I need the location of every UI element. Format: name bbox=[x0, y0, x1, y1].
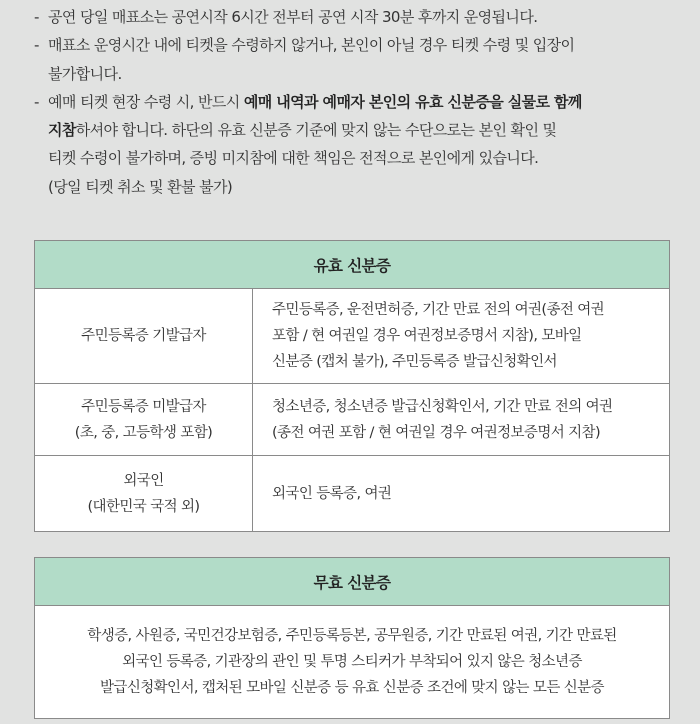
notice-line bbox=[48, 60, 574, 88]
id-accepted-list bbox=[253, 289, 670, 384]
accepted-line: 신분증 (캡처 불가), 주민등록증 발급신청확인서 bbox=[272, 354, 557, 370]
invalid-line: 학생증, 사원증, 국민건강보험증, 주민등록등본, 공무원증, 기간 만료된 여권, 기간 만료된 bbox=[87, 628, 617, 644]
notice-text: 공연 당일 매표소는 공연시작 6시간 전부터 공연 시작 30분 후까지 운영됩니다. bbox=[48, 8, 538, 26]
notice-line bbox=[48, 173, 582, 201]
notice-item bbox=[34, 31, 674, 88]
category-line: 외국인 bbox=[123, 472, 164, 489]
invalid-id-title: 무효 신분증 bbox=[35, 558, 670, 606]
bullet-dash: - bbox=[34, 92, 39, 111]
notice-line bbox=[48, 116, 582, 144]
id-accepted-list bbox=[253, 456, 670, 532]
category-line: 주민등록증 기발급자 bbox=[81, 328, 206, 344]
id-category bbox=[35, 289, 253, 384]
notice-item bbox=[34, 3, 674, 31]
accepted-line: 주민등록증, 운전면허증, 기간 만료 전의 여권(종전 여권 bbox=[272, 302, 605, 318]
notice-line bbox=[48, 31, 574, 59]
invalid-line: 발급신청확인서, 캡처된 모바일 신분증 등 유효 신분증 조건에 맞지 않는 모든 신분증 bbox=[100, 680, 604, 696]
accepted-line: 청소년증, 청소년증 발급신청확인서, 기간 만료 전의 여권 bbox=[272, 398, 613, 415]
invalid-id-list bbox=[35, 606, 670, 719]
invalid-line: 외국인 등록증, 기관장의 관인 및 투명 스티커가 부착되어 있지 않은 청소년증 bbox=[122, 654, 582, 670]
category-line: (대한민국 국적 외) bbox=[87, 498, 200, 515]
notice-text: 불가합니다. bbox=[48, 64, 122, 83]
notice-line bbox=[48, 88, 582, 116]
notice-line bbox=[48, 3, 537, 31]
table-row bbox=[35, 456, 670, 532]
accepted-line: 포함 / 현 여권일 경우 여권정보증명서 지참), 모바일 bbox=[272, 328, 582, 344]
notice-text: 티켓 수령이 불가하며, 증빙 미지참에 대한 책임은 전적으로 본인에게 있습니다. bbox=[48, 149, 539, 168]
bullet-dash: - bbox=[34, 8, 39, 26]
id-category bbox=[35, 456, 253, 532]
notice-text: (당일 티켓 취소 및 환불 불가) bbox=[48, 177, 233, 196]
bullet-dash: - bbox=[34, 36, 39, 55]
id-accepted-list bbox=[253, 384, 670, 456]
notice-line bbox=[48, 144, 582, 172]
notice-text: 하셔야 합니다. 하단의 유효 신분증 기준에 맞지 않는 수단으로는 본인 확인 및 bbox=[75, 121, 557, 140]
category-line: 주민등록증 미발급자 bbox=[81, 398, 206, 415]
valid-id-table bbox=[34, 240, 670, 532]
invalid-id-table bbox=[34, 557, 670, 719]
notice-text: 예매 티켓 현장 수령 시, 반드시 bbox=[48, 92, 244, 111]
category-line: (초, 중, 고등학생 포함) bbox=[74, 424, 213, 441]
accepted-line: 외국인 등록증, 여권 bbox=[272, 485, 392, 502]
emphasis-text: 예매 내역과 예매자 본인의 유효 신분증을 실물로 함께 bbox=[243, 92, 582, 111]
accepted-line: (종전 여권 포함 / 현 여권일 경우 여권정보증명서 지참) bbox=[272, 424, 601, 441]
table-row bbox=[35, 384, 670, 456]
notice-text: 매표소 운영시간 내에 티켓을 수령하지 않거나, 본인이 아닐 경우 티켓 수령 및 입장이 bbox=[48, 36, 575, 55]
table-row bbox=[35, 289, 670, 384]
emphasis-text: 지참 bbox=[48, 121, 76, 140]
notice-item bbox=[34, 88, 674, 201]
valid-id-title: 유효 신분증 bbox=[35, 241, 670, 289]
notice-list bbox=[34, 3, 674, 201]
id-category bbox=[35, 384, 253, 456]
